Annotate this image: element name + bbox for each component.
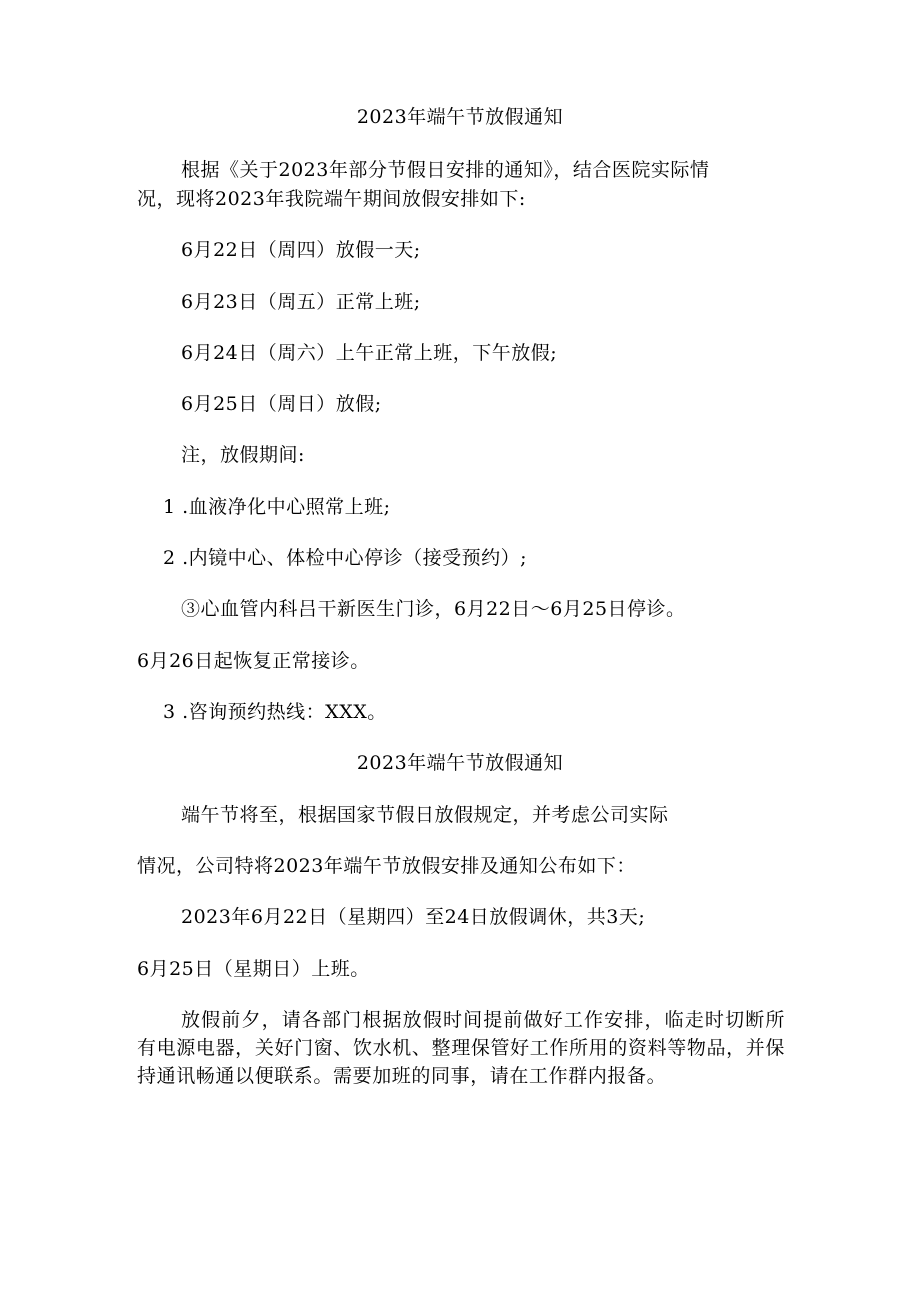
notice1-schedule-item: 6月25日（周日）放假;	[181, 393, 382, 415]
notice1-note-item: 2 .内镜中心、体检中心停诊（接受预约）;	[163, 547, 528, 569]
notice1-schedule-item: 6月23日（周五）正常上班;	[181, 291, 421, 313]
notice1-title: 2023年端午节放假通知	[356, 106, 564, 128]
notice2-schedule-line: 2023年6月22日（星期四）至24日放假调休，共3天;	[181, 906, 646, 928]
notice1-intro-line1: 根据《关于2023年部分节假日安排的通知》，结合医院实际情	[181, 159, 710, 181]
notice2-schedule-line: 6月25日（星期日）上班。	[137, 958, 370, 980]
notice1-note-item: 1 .血液净化中心照常上班;	[163, 496, 391, 518]
notice1-schedule-item: 6月22日（周四）放假一天;	[181, 239, 421, 261]
notice1-note-item: ③心血管内科吕干新医生门诊，6月22日～6月25日停诊。	[181, 598, 686, 620]
notice1-intro-line2: 况，现将2023年我院端午期间放假安排如下:	[137, 188, 526, 210]
notice1-schedule-item: 6月24日（周六）上午正常上班，下午放假;	[181, 342, 558, 364]
notice2-closing-paragraph: 放假前夕，请各部门根据放假时间提前做好工作安排，临走时切断所有电源电器，关好门窗、饮水机、整理保管好工作所用的资料等物品，并保持通讯畅通以便联系。需要加班的同事，请在工作群内报备。	[137, 1009, 785, 1087]
notice2-intro-line1: 端午节将至，根据国家节假日放假规定，并考虑公司实际	[181, 804, 669, 826]
notice2-title: 2023年端午节放假通知	[356, 752, 564, 774]
notice1-note-item: 3 .咨询预约热线：XXX。	[163, 701, 387, 723]
notice1-note-heading: 注，放假期间:	[181, 444, 305, 466]
notice1-note-continuation: 6月26日起恢复正常接诊。	[137, 650, 370, 672]
notice2-intro-line2: 情况，公司特将2023年端午节放假安排及通知公布如下：	[137, 855, 636, 877]
